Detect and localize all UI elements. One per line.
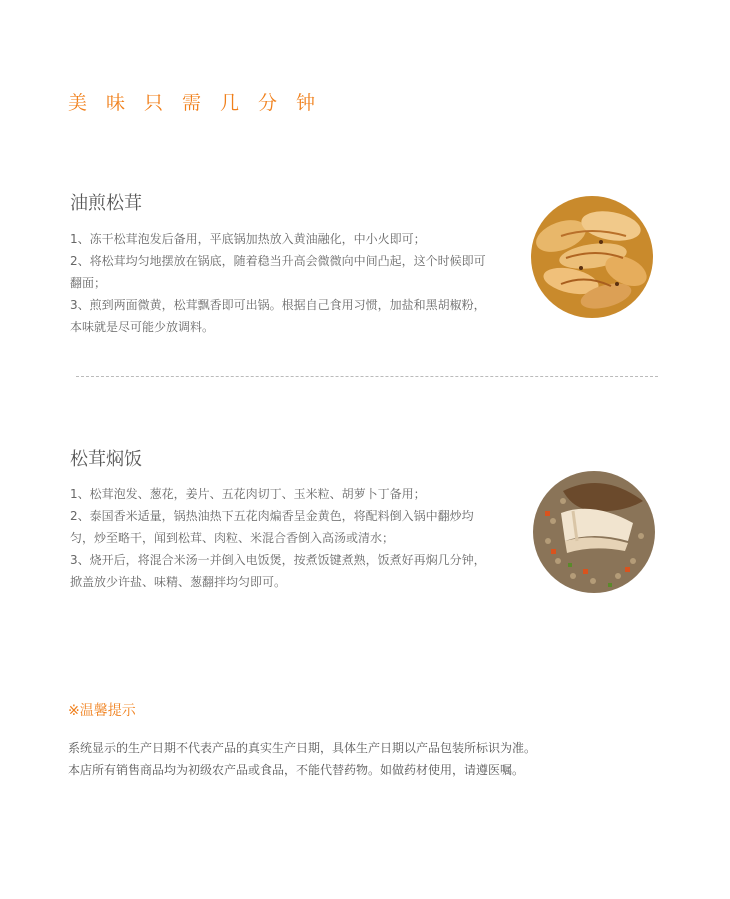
- recipe-step: 1、松茸泡发、葱花，姜片、五花肉切丁、玉米粒、胡萝卜丁备用；: [70, 487, 426, 501]
- recipe-steps-matsutake-rice: [70, 483, 490, 593]
- tips-title: ※温馨提示: [68, 703, 136, 719]
- recipe-step: 3、烧开后，将混合米汤一并倒入电饭煲，按煮饭键煮熟，饭煮好再焖几分钟，掀盖放少许盐、味精、葱翻拌均匀即可。: [70, 553, 486, 589]
- recipe-step: 3、煎到两面微黄，松茸飘香即可出锅。根据自己食用习惯，加盐和黑胡椒粉，本味就是尽可能少放调料。: [70, 298, 486, 334]
- recipe-title-matsutake-rice: 松茸焖饭: [70, 449, 142, 470]
- fried-matsutake-photo: [531, 196, 653, 318]
- section-divider: [76, 376, 658, 377]
- tips-line: 本店所有销售商品均为初级农产品或食品，不能代替药物。如做药材使用，请遵医嘱。: [68, 763, 525, 777]
- recipe-step: 2、泰国香米适量，锅热油热下五花肉煸香呈金黄色，将配料倒入锅中翻炒均匀，炒至略干，闻到松茸、肉粒、米混合香倒入高汤或清水；: [70, 509, 474, 545]
- matsutake-rice-photo: [533, 471, 655, 593]
- recipe-title-fried-matsutake: 油煎松茸: [70, 193, 142, 214]
- recipe-step: 2、将松茸均匀地摆放在锅底，随着稳当升高会微微向中间凸起，这个时候即可翻面；: [70, 254, 486, 290]
- recipe-step: 1、冻干松茸泡发后备用，平底锅加热放入黄油融化，中小火即可；: [70, 232, 426, 246]
- tips-text: [68, 737, 668, 781]
- page-title: 美味只需几分钟: [68, 92, 335, 114]
- tips-line: 系统显示的生产日期不代表产品的真实生产日期，具体生产日期以产品包装所标识为准。: [68, 741, 537, 755]
- recipe-steps-fried-matsutake: [70, 228, 490, 338]
